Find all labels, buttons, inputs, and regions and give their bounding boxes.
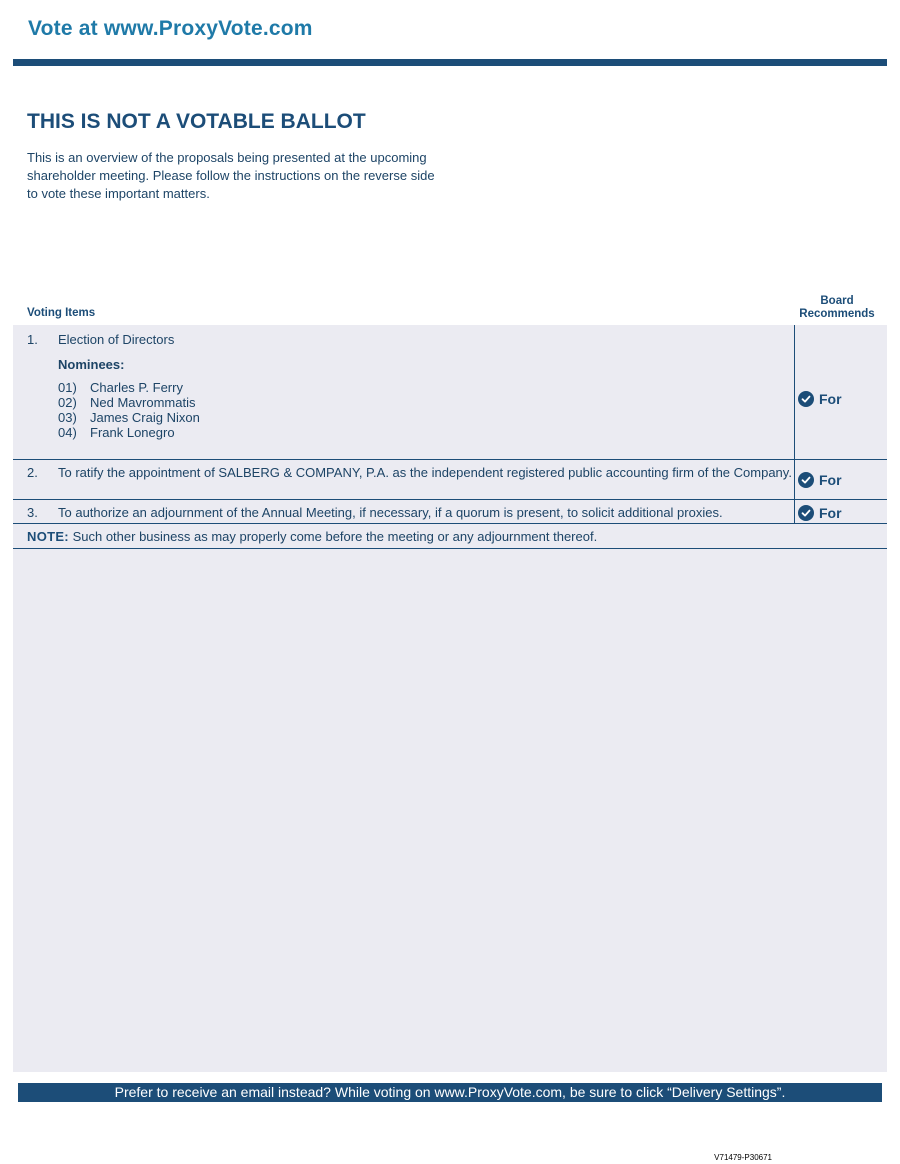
item-number: 3. (27, 505, 38, 520)
recommendation-label: For (819, 505, 842, 521)
voting-items-header: Voting Items (27, 307, 96, 319)
nominee-number: 04) (58, 425, 77, 440)
row-divider (13, 523, 887, 524)
item-text (58, 332, 793, 440)
check-circle-icon (798, 391, 814, 407)
header-divider (13, 59, 887, 66)
nominees-heading: Nominees: (58, 357, 125, 372)
document-id: V71479-P30671 (714, 1153, 772, 1162)
nominee-name: Frank Lonegro (90, 425, 175, 440)
nominee-number: 02) (58, 395, 77, 410)
header-title: Vote at www.ProxyVote.com (28, 17, 313, 40)
recommendation-badge (798, 391, 842, 407)
row-divider (13, 499, 887, 500)
item-number: 2. (27, 465, 38, 480)
board-recommends-header: Board Recommends (799, 295, 875, 320)
recommendation-label: For (819, 472, 842, 488)
recommendation-badge (798, 505, 842, 521)
recommendation-badge (798, 472, 842, 488)
voting-items-panel (13, 325, 887, 1072)
voting-item-3 (13, 505, 887, 523)
nominee-name: Charles P. Ferry (90, 380, 183, 395)
item-title: Election of Directors (58, 332, 175, 347)
check-circle-icon (798, 505, 814, 521)
row-divider (13, 459, 887, 460)
nominee-number: 03) (58, 410, 77, 425)
nominee-row (58, 395, 793, 410)
row-divider (13, 548, 887, 549)
nominee-row (58, 425, 793, 440)
footer-banner: Prefer to receive an email instead? While voting on www.ProxyVote.com, be sure to click “Delivery Settings”. (18, 1083, 882, 1102)
nominee-name: James Craig Nixon (90, 410, 200, 425)
item-number: 1. (27, 332, 38, 347)
note-body: Such other business as may properly come before the meeting or any adjournment thereof. (72, 529, 598, 544)
item-text: To ratify the appointment of SALBERG & COMPANY, P.A. as the independent registered public accounting firm of the Company. (58, 465, 792, 480)
page-title: THIS IS NOT A VOTABLE BALLOT (27, 110, 366, 133)
check-circle-icon (798, 472, 814, 488)
voting-item-1 (13, 332, 887, 457)
nominee-row (58, 380, 793, 395)
intro-text: This is an overview of the proposals being presented at the upcoming shareholder meeting. Please follow the instructions on the reverse side to vote these important matters. (27, 150, 435, 201)
item-text: To authorize an adjournment of the Annual Meeting, if necessary, if a quorum is present, to solicit additional proxies. (58, 505, 723, 520)
nominee-number: 01) (58, 380, 77, 395)
recommendation-label: For (819, 391, 842, 407)
nominee-row (58, 410, 793, 425)
nominee-name: Ned Mavrommatis (90, 395, 196, 410)
note-text (27, 529, 597, 544)
note-label: NOTE: (27, 529, 69, 544)
voting-item-2 (13, 465, 887, 497)
